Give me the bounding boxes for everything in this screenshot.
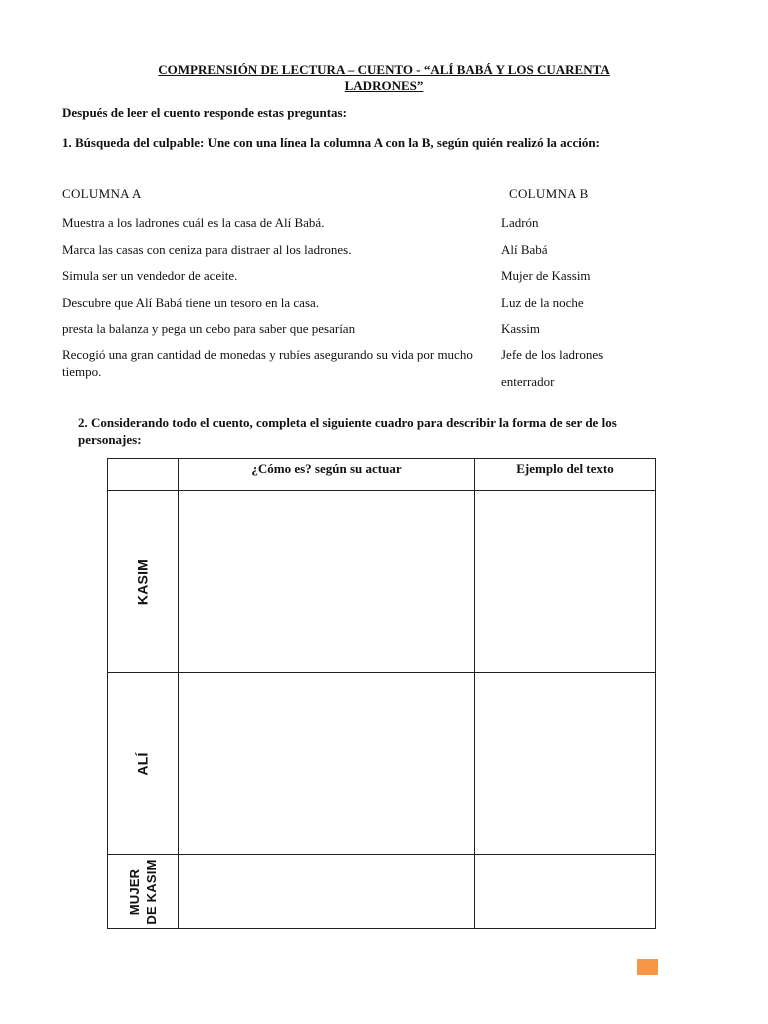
table-header-como-es: ¿Cómo es? según su actuar [179, 459, 475, 491]
answer-cell-como-es[interactable] [179, 491, 475, 673]
title-line-2: LADRONES” [344, 78, 424, 93]
table-header-blank [108, 459, 179, 491]
answer-cell-ejemplo[interactable] [475, 855, 656, 929]
column-b-item: Mujer de Kassim [501, 268, 591, 283]
instructions: Después de leer el cuento responde estas preguntas: [62, 105, 347, 120]
column-a-heading: COLUMNA A [62, 186, 142, 201]
answer-cell-como-es[interactable] [179, 673, 475, 855]
table-header-row [108, 459, 656, 491]
row-label-mujer-de-kasim [126, 859, 160, 924]
question-2: 2. Considerando todo el cuento, completa el siguiente cuadro para describir la forma de ser de los personajes: [78, 415, 617, 447]
table-row [108, 491, 656, 673]
answer-cell-ejemplo[interactable] [475, 491, 656, 673]
column-b-item: Jefe de los ladrones [501, 347, 604, 362]
answer-cell-como-es[interactable] [179, 855, 475, 929]
table-header-ejemplo: Ejemplo del texto [475, 459, 656, 491]
column-a-item: Marca las casas con ceniza para distraer al los ladrones. [62, 242, 352, 257]
page-marker [637, 959, 658, 975]
table-row [108, 673, 656, 855]
row-label-kasim: KASIM [134, 558, 151, 605]
answer-cell-ejemplo[interactable] [475, 673, 656, 855]
column-b-item: enterrador [501, 374, 555, 389]
column-a-item: Recogió una gran cantidad de monedas y rubíes asegurando su vida por mucho tiempo. [62, 347, 473, 379]
title-line-1: COMPRENSIÓN DE LECTURA – CUENTO - “ALÍ BABÁ Y LOS CUARENTA [158, 62, 610, 77]
row-label-line: MUJER [127, 868, 142, 915]
column-b-item: Luz de la noche [501, 295, 584, 310]
column-a-item: Simula ser un vendedor de aceite. [62, 268, 238, 283]
table-row [108, 855, 656, 929]
row-label-cell [108, 855, 179, 929]
document-title [62, 62, 706, 94]
character-table [107, 458, 656, 929]
column-b-item: Kassim [501, 321, 540, 336]
row-label-line: DE KASIM [144, 858, 159, 925]
column-b-heading: COLUMNA B [509, 186, 589, 201]
column-a-item: Descubre que Alí Babá tiene un tesoro en la casa. [62, 295, 320, 310]
column-a-item: presta la balanza y pega un cebo para saber que pesarían [62, 321, 356, 336]
row-label-cell [108, 491, 179, 673]
column-b-item: Ladrón [501, 215, 539, 230]
row-label-ali: ALÍ [134, 751, 151, 776]
question-1: 1. Búsqueda del culpable: Une con una línea la columna A con la B, según quién realizó la acción: [62, 135, 600, 150]
column-a-item: Muestra a los ladrones cuál es la casa de Alí Babá. [62, 215, 325, 230]
row-label-cell [108, 673, 179, 855]
column-b-item: Alí Babá [501, 242, 548, 257]
